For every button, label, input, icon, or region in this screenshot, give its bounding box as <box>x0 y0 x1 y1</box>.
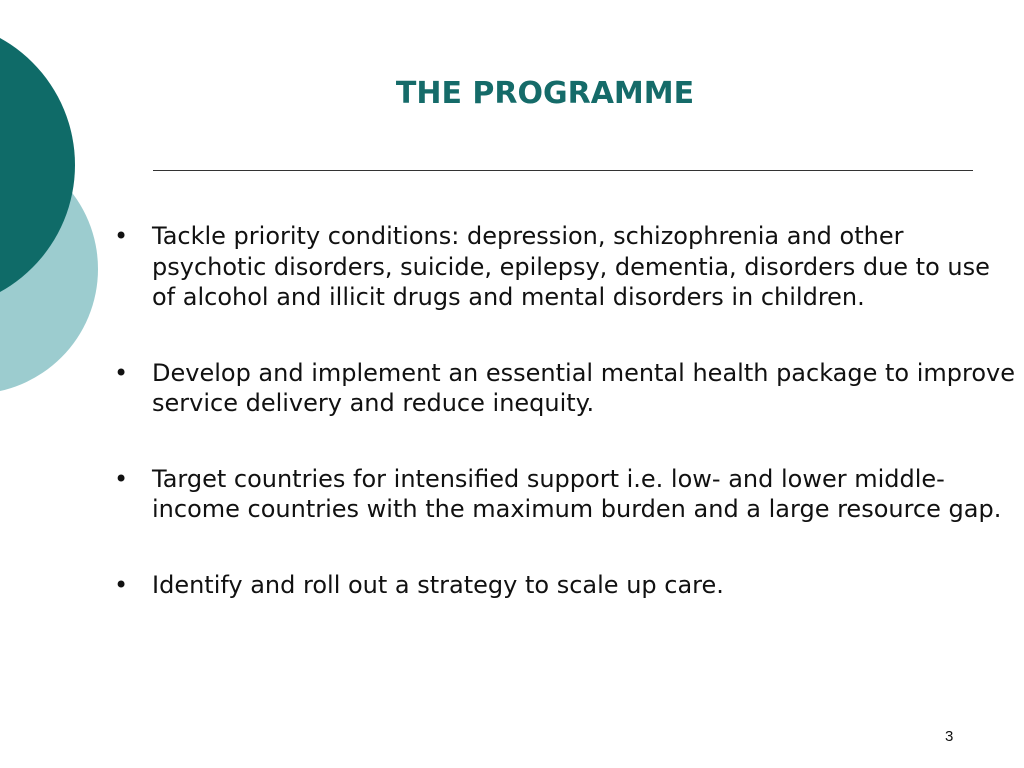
bullet-list <box>111 221 1016 645</box>
bullet-item <box>111 358 1016 419</box>
bullet-icon: • <box>114 570 129 599</box>
bullet-text: Target countries for intensified support i.e. low- and lower middle-income countries with the maximum burden and a large resource gap. <box>152 464 1002 523</box>
bullet-icon: • <box>114 358 129 387</box>
title-divider <box>153 170 973 171</box>
bullet-icon: • <box>114 464 129 493</box>
bullet-text: Tackle priority conditions: depression, schizophrenia and other psychotic disorders, suicide, epilepsy, dementia, disorders due to use of alcohol and illicit drugs and mental disorders in children. <box>152 222 990 311</box>
bullet-item <box>111 221 1016 313</box>
bullet-text: Develop and implement an essential mental health package to improve service delivery and reduce inequity. <box>152 358 1016 417</box>
bullet-icon: • <box>114 222 129 250</box>
bullet-item <box>111 570 1016 601</box>
slide-title: THE PROGRAMME <box>395 76 695 111</box>
bullet-text: Identify and roll out a strategy to scale up care. <box>152 570 724 599</box>
page-number: 3 <box>945 728 954 745</box>
bullet-item <box>111 464 1016 525</box>
